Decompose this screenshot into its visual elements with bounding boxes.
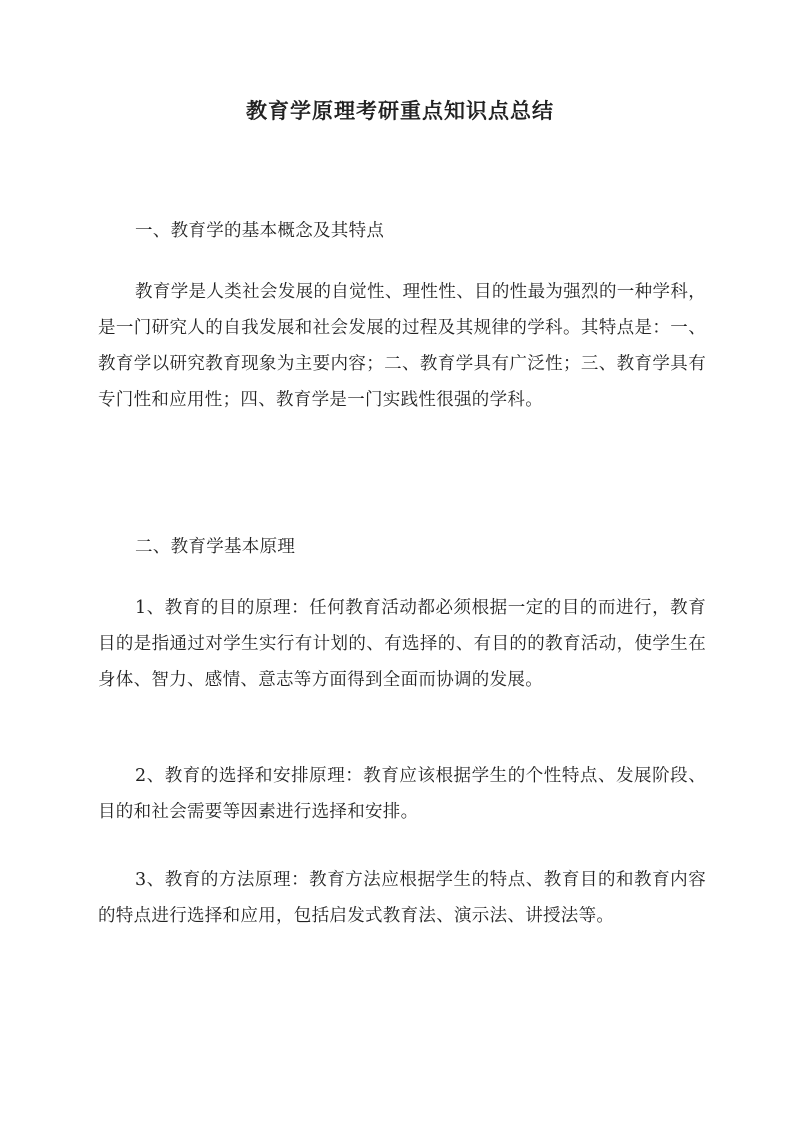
section-heading-1: 一、教育学的基本概念及其特点 [135,221,385,241]
principle-item-1: 1、教育的目的原理：任何教育活动都必须根据一定的目的而进行，教育目的是指通过对学生实行有计划的、有选择的、有目的的教育活动，使学生在身体、智力、感情、意志等方面得到全面而协调的发展。 [98,598,706,690]
section-1-paragraph: 教育学是人类社会发展的自觉性、理性性、目的性最为强烈的一种学科，是一门研究人的自我发展和社会发展的过程及其规律的学科。其特点是：一、教育学以研究教育现象为主要内容；二、教育学具有广泛性；三、教育学具有专门性和应用性；四、教育学是一门实践性很强的学科。 [98,282,706,410]
document-title: 教育学原理考研重点知识点总结 [246,98,554,123]
principle-item-2: 2、教育的选择和安排原理：教育应该根据学生的个性特点、发展阶段、目的和社会需要等因素进行选择和安排。 [98,766,706,822]
principle-item-3: 3、教育的方法原理：教育方法应根据学生的特点、教育目的和教育内容的特点进行选择和应用，包括启发式教育法、演示法、讲授法等。 [98,870,706,926]
section-heading-2: 二、教育学基本原理 [135,537,296,557]
